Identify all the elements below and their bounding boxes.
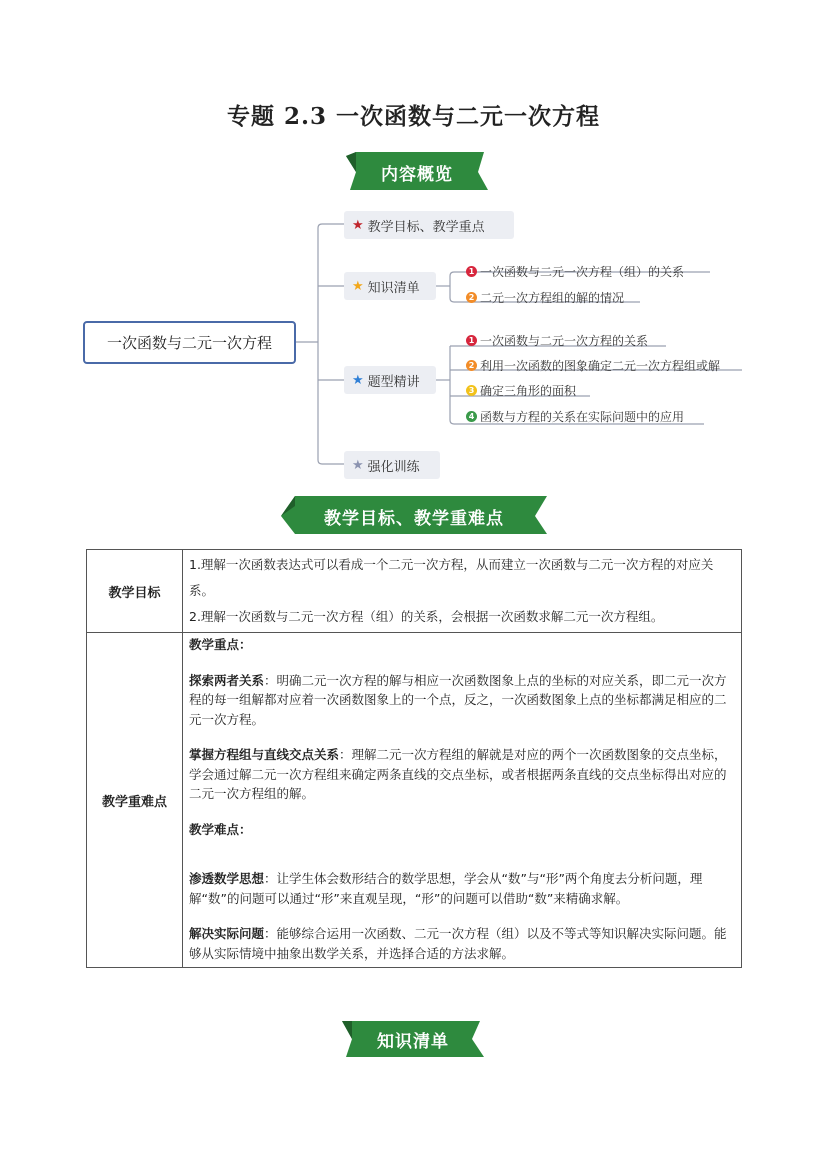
banner-overview-label: 内容概览 bbox=[381, 164, 453, 185]
branch-label: 知识清单 bbox=[367, 280, 420, 296]
key-point bbox=[189, 671, 735, 730]
row-header-keypoints: 教学重难点 bbox=[87, 633, 183, 968]
leaf-text: 利用一次函数的图象确定二元一次方程组或解 bbox=[480, 358, 721, 373]
banner-knowledge bbox=[342, 1019, 484, 1059]
key-point-text: ：理解二元一次方程组的解就是对应的两个一次函数图象的交点坐标，学会通过解二元一次方程组来确定两条直线的交点坐标，或者根据两条直线的交点坐标得出对应的二元一次方程组的解。 bbox=[189, 747, 727, 801]
mindmap-leaf bbox=[466, 262, 684, 280]
mindmap-leaf bbox=[466, 331, 648, 349]
objectives-table bbox=[86, 549, 742, 968]
number-badge-icon: 1 bbox=[466, 266, 477, 277]
number-badge-icon: 2 bbox=[466, 292, 477, 303]
keypoints-content bbox=[183, 633, 742, 968]
difficulty-point bbox=[189, 924, 735, 963]
number-badge-icon: 2 bbox=[466, 360, 477, 371]
number-badge-icon: 3 bbox=[466, 385, 477, 396]
number-badge-icon: 1 bbox=[466, 335, 477, 346]
objectives-content bbox=[183, 550, 742, 633]
difficulty-point-label: 解决实际问题 bbox=[189, 926, 265, 941]
number-badge-icon: 4 bbox=[466, 411, 477, 422]
star-icon: ★ bbox=[352, 457, 364, 473]
key-point bbox=[189, 745, 735, 804]
mindmap-leaf bbox=[466, 381, 576, 399]
star-icon: ★ bbox=[352, 217, 364, 233]
leaf-text: 函数与方程的关系在实际问题中的应用 bbox=[480, 409, 685, 424]
branch-label: 教学目标、教学重点 bbox=[367, 219, 485, 235]
difficulty-point bbox=[189, 869, 735, 908]
leaf-text: 确定三角形的面积 bbox=[480, 383, 577, 398]
key-point-label: 探索两者关系 bbox=[189, 672, 265, 688]
page-title: 专题 2.3 一次函数与二元一次方程 bbox=[226, 103, 601, 130]
key-point-label: 掌握方程组与直线交点关系 bbox=[189, 747, 340, 762]
leaf-text: 二元一次方程组的解的情况 bbox=[480, 290, 625, 305]
difficulty-point-text: ：能够综合运用一次函数、二元一次方程（组）以及不等式等知识解决实际问题。能够从实际情境中抽象出数学关系，并选择合适的方法求解。 bbox=[189, 926, 727, 961]
key-point-text: ：明确二元一次方程的解与相应一次函数图象上点的坐标的对应关系，即二元一次方程的每一组解都对应着一次函数图象上的一个点，反之，一次函数图象上点的坐标都满足相应的二元一次方程。 bbox=[189, 672, 727, 727]
mindmap-leaf bbox=[466, 407, 684, 425]
branch-label: 题型精讲 bbox=[367, 374, 420, 390]
branch-label: 强化训练 bbox=[367, 459, 420, 475]
banner-knowledge-label: 知识清单 bbox=[377, 1031, 449, 1052]
mindmap-branch-knowledge bbox=[344, 272, 436, 300]
difficulty-point-label: 渗透数学思想 bbox=[189, 871, 265, 886]
mindmap-leaf bbox=[466, 356, 720, 374]
mindmap-branch-questions bbox=[344, 366, 436, 394]
leaf-text: 一次函数与二元一次方程（组）的关系 bbox=[480, 264, 685, 279]
objective-item: 2.理解一次函数与二元一次方程（组）的关系，会根据一次函数求解二元一次方程组。 bbox=[189, 609, 664, 624]
table-row bbox=[87, 633, 742, 968]
star-icon: ★ bbox=[352, 372, 364, 388]
mindmap-leaf bbox=[466, 288, 624, 306]
difficulty-section-title: 教学难点： bbox=[189, 821, 252, 837]
mindmap-branch-training bbox=[344, 451, 440, 479]
key-section-title: 教学重点： bbox=[189, 637, 252, 652]
leaf-text: 一次函数与二元一次方程的关系 bbox=[480, 333, 649, 348]
banner-objectives bbox=[281, 496, 547, 536]
table-row bbox=[87, 550, 742, 633]
row-header-objectives: 教学目标 bbox=[87, 550, 183, 633]
objective-item: 1.理解一次函数表达式可以看成一个二元一次方程，从而建立一次函数与二元一次方程的对应关系。 bbox=[189, 557, 714, 598]
difficulty-point-text: ：让学生体会数形结合的数学思想，学会从“数”与“形”两个角度去分析问题，理解“数”的问题可以通过“形”来直观呈现，“形”的问题可以借助“数”来精确求解。 bbox=[189, 871, 703, 906]
mindmap-branch-objectives bbox=[344, 211, 514, 239]
star-icon: ★ bbox=[352, 278, 364, 294]
banner-objectives-label: 教学目标、教学重难点 bbox=[324, 508, 504, 529]
mindmap-root: 一次函数与二元一次方程 bbox=[83, 321, 296, 364]
